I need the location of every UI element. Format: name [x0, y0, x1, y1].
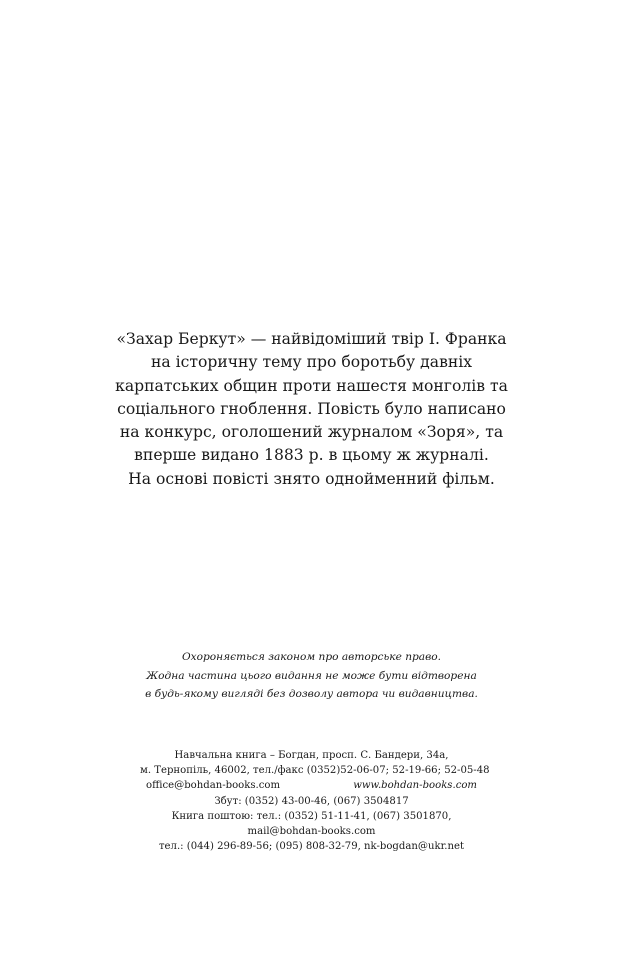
sales-phones: Збут: (0352) 43-00-46, (067) 3504817 [214, 795, 409, 807]
publisher-email[interactable]: office@bohdan-books.com [146, 780, 281, 792]
publisher-website[interactable]: www.bohdan-books.com [353, 780, 477, 792]
publisher-phones: м. Тернопіль, 46002, тел./факс (0352)52-06-07; 52-19-66; 52-05-48 [140, 765, 490, 777]
mail-order-phones: Книга поштою: тел.: (0352) 51-11-41, (067) 3501870, [171, 810, 452, 822]
copyright-line: Охороняється законом про авторське право. [181, 651, 442, 663]
annotation-line: на історичну тему про боротьбу давніх [150, 353, 473, 372]
annotation-line: «Захар Беркут» — найвідоміший твір І. Франка [116, 330, 507, 348]
publisher-imprint [140, 748, 490, 854]
kyiv-contacts: тел.: (044) 296-89-56; (095) 808-32-79, nk-bogdan@ukr.net [158, 841, 465, 853]
publisher-contacts [140, 778, 483, 793]
annotation-line: на конкурс, оголошений журналом «Зоря», та [119, 423, 504, 442]
annotation-line: карпатських общин проти нашестя монголів та [115, 376, 508, 395]
copyright-notice [120, 648, 503, 704]
annotation-line: На основі повісті знято однойменний фільм. [128, 469, 495, 488]
book-annotation [110, 328, 513, 491]
mail-order-email[interactable]: mail@bohdan-books.com [247, 826, 376, 838]
annotation-line: соціального гноблення. Повість було написано [117, 399, 506, 418]
copyright-line: в будь-якому вигляді без дозволу автора чи видавництва. [145, 688, 478, 700]
annotation-line: вперше видано 1883 р. в цьому ж журналі. [134, 446, 489, 465]
copyright-line: Жодна частина цього видання не може бути відтворена [146, 669, 477, 682]
publisher-address: Навчальна книга – Богдан, просп. С. Бандери, 34а, [174, 750, 449, 761]
